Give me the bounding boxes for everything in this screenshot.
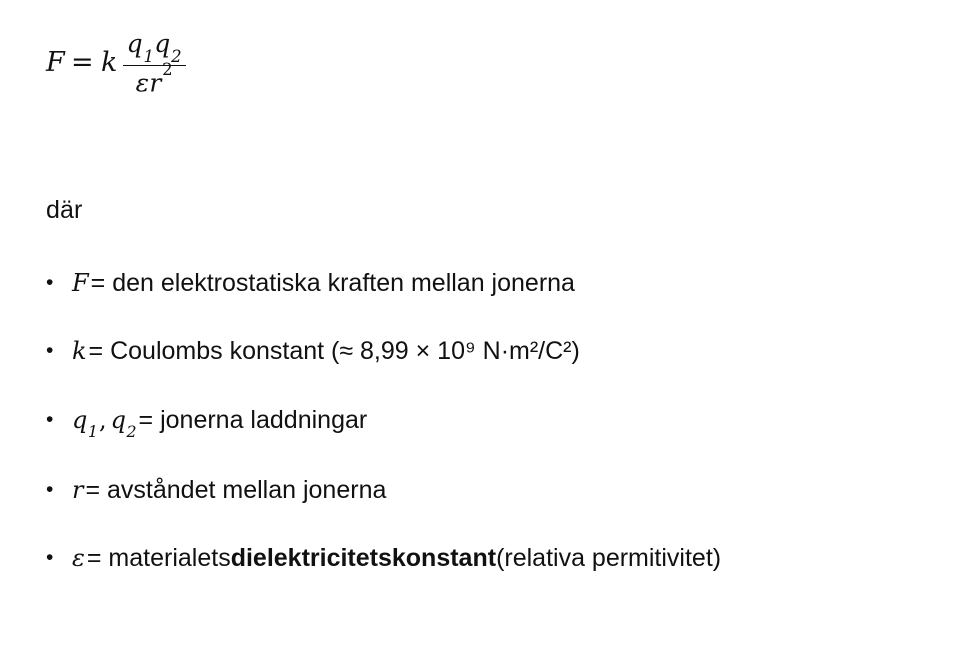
list-item	[46, 475, 916, 506]
list-item	[46, 268, 916, 299]
formula-fraction	[123, 29, 186, 98]
document-page	[0, 30, 962, 664]
definition-symbol-comma: ,	[98, 405, 107, 434]
definition-symbol-sub: 1	[87, 422, 98, 442]
definition-text-after-bold: (relativa permitivitet)	[496, 544, 722, 573]
formula-r: r	[149, 68, 162, 98]
formula-denominator	[132, 59, 177, 98]
formula-epsilon: ε	[135, 68, 150, 98]
formula-block	[46, 30, 916, 120]
definition-list	[46, 268, 916, 575]
list-item	[46, 336, 916, 367]
bullet-icon: •	[46, 407, 54, 431]
formula-q1-subscript: 1	[143, 47, 155, 67]
definition-symbol: $q_1$, $q_2$	[72, 405, 137, 442]
definition-text: = jonerna laddningar	[138, 405, 368, 434]
formula-r-exponent: 2	[162, 59, 173, 79]
formula-coefficient: k	[100, 46, 118, 78]
definition-symbol: k	[72, 337, 87, 366]
formula-q2: q	[154, 29, 171, 58]
formula-equals: =	[71, 46, 94, 78]
where-label: där	[46, 196, 83, 224]
formula-lhs: F	[46, 46, 66, 78]
definition-symbol: ε	[72, 544, 85, 573]
bullet-icon: •	[46, 339, 54, 363]
definition-symbol: r	[72, 476, 84, 505]
bullet-icon: •	[46, 478, 54, 502]
list-item	[46, 405, 916, 442]
definition-text: = Coulombs konstant (≈ 8,99 × 10⁹ N·m²/C²)	[88, 337, 580, 366]
definition-symbol-sub: 2	[126, 422, 137, 442]
definition-text: = den elektrostatiska kraften mellan jonerna	[90, 269, 575, 297]
formula-q2-subscript: 2	[171, 47, 182, 67]
bullet-icon: •	[46, 546, 54, 570]
definition-text-bold: dielektricitetskonstant	[230, 544, 497, 573]
definition-text: = avståndet mellan jonerna	[85, 476, 387, 505]
coulomb-law-formula	[46, 29, 186, 98]
definition-text-before-bold: = materialets	[86, 544, 231, 573]
formula-numerator	[123, 31, 186, 65]
definition-symbol: F	[72, 269, 89, 297]
list-item	[46, 543, 916, 574]
bullet-icon: •	[46, 271, 54, 294]
formula-q1: q	[126, 29, 143, 58]
